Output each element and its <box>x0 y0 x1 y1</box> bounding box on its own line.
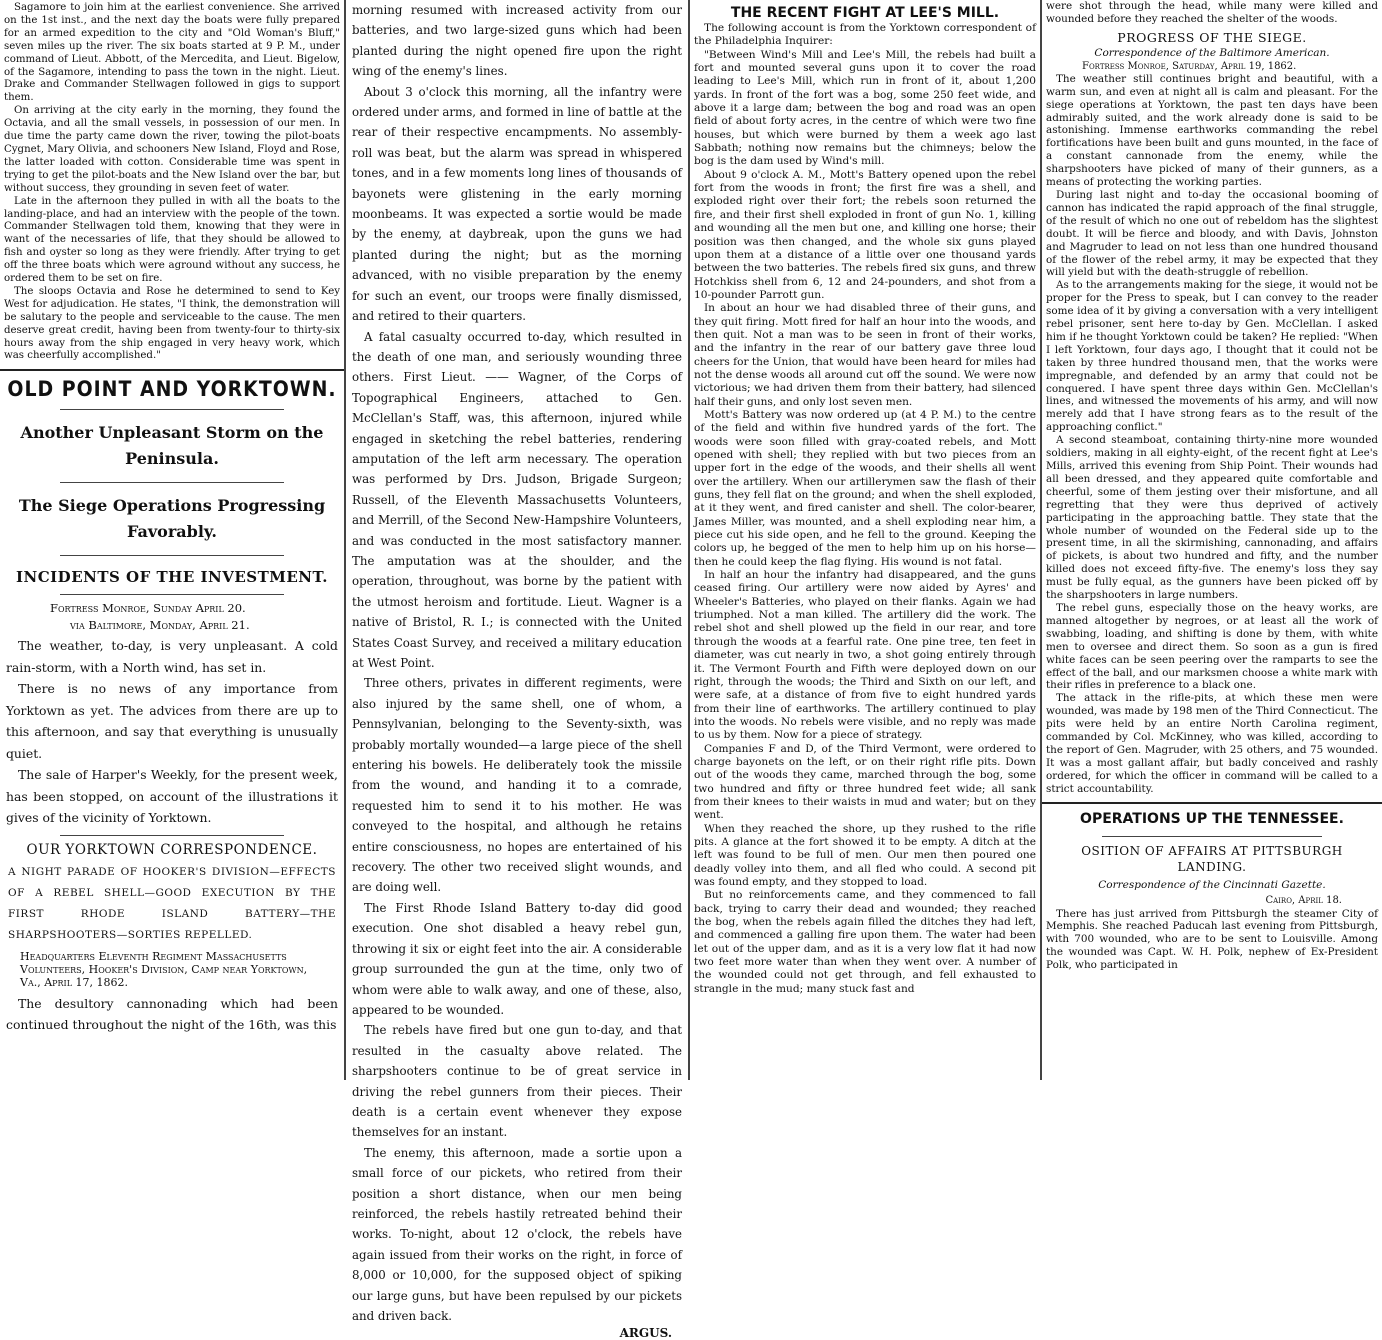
col1-top-p4: The sloops Octavia and Rose he determined to send to Key West for adjudication. He states, "I think, the demonstration will be salutary to the people and serviceable to the cause. The men deserve great credit, having been from twenty-four to thirty-six hours away from the ship engaged in very heavy work, which was cheerfully accomplished." <box>4 285 340 362</box>
tennessee-deck: OSITION OF AFFAIRS AT PITTSBURGH LANDING. <box>1081 843 1343 874</box>
col1-top-p2: On arriving at the city early in the morning, they found the Octavia, and all the small vessels, in possession of our men. In due time the party came down the river, towing the pilot-boats Cygnet, Mary Olivia, and schooners New Island, Floyd and Rose, the latter loaded with cotton. Considerable time was spent in trying to get the pilot-boats and the New Island over the bar, but without success, they grounding in seven feet of water. <box>4 105 340 194</box>
col1-body-p2: There is no news of any importance from Yorktown as yet. The advices from there are up to this afternoon, and say that everything is unusually quiet. <box>6 681 338 761</box>
main-headline: OLD POINT AND YORKTOWN. <box>7 377 337 402</box>
column-2 <box>346 0 688 1340</box>
siege-dateline: Fortress Monroe, Saturday, April 19, 1862. <box>1082 60 1297 72</box>
col4-p1: The weather still continues bright and beautiful, with a warm sun, and even at night all is calm and pleasant. For the siege operations at Yorktown, the past ten days have been admirably suited, and the work already done is said to be astonishing. Immense earthworks commanding the rebel fortifications have been built and guns mounted, in the face of a constant cannonade from the enemy, while the sharpshooters have picked of many of their gunners, as a means of protecting the working parties. <box>1046 72 1378 189</box>
col3-p3: About 9 o'clock A. M., Mott's Battery opened upon the rebel fort from the woods in front; the first fire was a shell, and exploded right over their fort; the rebels soon returned the fire, and their first shell exploded in front of gun No. 1, killing and wounding all the men but one, and killing one horse; their position was then changed, and the whole six guns played upon them at a distance of a little over one thousand yards between the two batteries. The rebels fired six guns, and threw Hotchkiss shell from 6, 12 and 24-pounders, and shot from a 10-pounder Parrott gun. <box>694 168 1036 301</box>
divider <box>60 835 284 836</box>
col4-p2: During last night and to-day the occasional booming of cannon has indicated the rapid approach of the final struggle, of the result of which no one out of rebeldom has the slightest doubt. It will be fierce and bloody, and with Davis, Johnston and Magruder to lead on not less than one hundred thousand of the flower of the rebel army, it may be expected that they will yield but with the death-struggle of rebellion. <box>1046 188 1378 279</box>
col3-article <box>694 22 1036 996</box>
column-4 <box>1042 0 1382 1080</box>
col3-p4: In about an hour we had disabled three of their guns, and they quit firing. Mott fired for half an hour into the woods, and then quit. Not a man was to be seen in front of their works, and the infantry in the rear of our battery gave three loud cheers for the Union, that would have been heard for miles had not the dense woods all around cut off the sound. We were now victorious; we had driven them from their battery, had silenced half their guns, and only lost seven men. <box>694 302 1036 408</box>
col3-p1: The following account is from the Yorktown correspondent of the Philadelphia Inquirer: <box>694 22 1036 48</box>
col3-p7: Companies F and D, of the Third Vermont, were ordered to charge bayonets on the left, or on their right rifle pits. Down out of the woods they came, marched through the bog, some two hundred and fifty or three hundred feet wide; all sank from their knees to their waists in mud and water; but on they went. <box>694 742 1036 822</box>
divider <box>1042 802 1382 804</box>
divider <box>60 482 284 483</box>
col1-body-p1: The weather, to-day, is very unpleasant. A cold rain-storm, with a North wind, has set in. <box>6 638 338 675</box>
divider <box>60 594 284 595</box>
col4-p6: The attack in the rifle-pits, at which these men were wounded, was made by 198 men of the Third Connecticut. The pits were held by an entire North Carolina regiment, commanded by Col. McKinney, who was killed, according to the report of Gen. Magruder, with 25 others, and 75 wounded. It was a most gallant affair, but badly conceived and rashly ordered, for which the officer in command will be called to a strict accountability. <box>1046 692 1378 795</box>
corr-summary: A NIGHT PARADE OF HOOKER'S DIVISION—EFFECTS OF A REBEL SHELL—GOOD EXECUTION BY THE FIRST RHODE ISLAND BATTERY—THE SHARPSHOOTERS—SORTIES REPELLED. <box>8 865 336 941</box>
column-3 <box>690 0 1040 1080</box>
deck-3: INCIDENTS OF THE INVESTMENT. <box>16 568 328 587</box>
lees-mill-headline: THE RECENT FIGHT AT LEE'S MILL. <box>730 5 1000 21</box>
corr-headline: OUR YORKTOWN CORRESPONDENCE. <box>26 841 318 858</box>
col4-p5: The rebel guns, especially those on the heavy works, are manned altogether by negroes, or at least all the work of swabbing, loading, and shifting is done by them, with white men to oversee and direct them. So soon as a gun is fired white faces can be seen peering over the ramparts to see the effect of the ball, and our marksmen choose a white mark with their rifles in preference to a black one. <box>1046 601 1378 692</box>
deck-2: The Siege Operations Progressing Favorably. <box>18 496 326 542</box>
col4-p4: A second steamboat, containing thirty-nine more wounded soldiers, making in all eighty-eight, of the recent fight at Lee's Mills, arrived this evening from Ship Point. Their wounds had all been dressed, and they appeared quite comfortable and cheerful, some of them jesting over their misfortune, and all regretting that they were thus deprived of actively participating in the approaching battle. They state that the whole number of wounded on the Federal side up to the present time, in all the skirmishing, cannonading, and affairs of pickets, is about two hundred and fifty, and the number killed does not exceed fifty-five. The enemy's loss they say must be fully equal, as the gunners have been picked off by the sharpshooters in large numbers. <box>1046 434 1378 602</box>
signature: ARGUS. <box>619 1326 672 1340</box>
tennessee-correspondence: Correspondence of the Cincinnati Gazette. <box>1098 878 1326 891</box>
corr-dateline: Headquarters Eleventh Regiment Massachusetts Volunteers, Hooker's Division, Camp near Yorktown, Va., April 17, 1862. <box>20 949 308 989</box>
divider <box>0 369 344 371</box>
col4-p3: As to the arrangements making for the siege, it would not be proper for the Press to speak, but I can convey to the reader some idea of it by giving a conversation with a very intelligent rebel prisoner, sent here to-day by Gen. McClellan. I asked him if he thought Yorktown could be taken? He replied: "When I left Yorktown, four days ago, I thought that it could not be taken by three hundred thousand men, that the works were impregnable, and defended by an army that could not be conquered. I have spent three days within Gen. McClellan's lines, and witnessed the movements of his army, and will now merely add that I have strong fears as to the result of the approaching conflict." <box>1046 279 1378 434</box>
dateline-1: Fortress Monroe, Sunday April 20. <box>50 601 246 616</box>
tennessee-p1: There has just arrived from Pittsburgh the steamer City of Memphis. She reached Paducah last evening from Pittsburgh, with 700 wounded, who are to be sent to Louisville. Among the wounded was Capt. W. H. Polk, nephew of Ex-President Polk, who participated in <box>1046 907 1378 972</box>
col4-article <box>1046 73 1378 796</box>
siege-headline: PROGRESS OF THE SIEGE. <box>1117 29 1307 45</box>
tennessee-body <box>1046 908 1378 973</box>
deck-1: Another Unpleasant Storm on the Peninsula. <box>20 423 324 469</box>
col3-p6: In half an hour the infantry had disappeared, and the guns ceased firing. Our artillery were now aided by Ayres' and Wheeler's Batteries, who played on their flanks. Again we had triumphed. Not a man killed. The artillery did the work. The rebel shot and shell plowed up the field in our rear, and tore through the woods at a fearful rate. One pine tree, ten feet in diameter, was cut nearly in two, a shot going entirely through it. The Vermont Fourth and Fifth were deployed down on our right, through the woods; the Third and Sixth on our left, and were safe, at a distance of from five to eight hundred yards from their line of earthworks. The artillery continued to play into the woods. No rebels were visible, and no reply was made to us by them. Now for a piece of strategy. <box>694 569 1036 742</box>
col3-p8: When they reached the shore, up they rushed to the rifle pits. A glance at the fort showed it to be empty. A ditch at the left was found to be full of men. Our men then poured one deadly volley into them, and all fled who could. A second pit was found empty, and they stopped to load. <box>694 822 1036 888</box>
tennessee-headline: OPERATIONS UP THE TENNESSEE. <box>1080 810 1344 827</box>
col4-lead-p: were shot through the head, while many were killed and wounded before they reached the shelter of the woods. <box>1046 0 1378 25</box>
dateline-2: via Baltimore, Monday, April 21. <box>70 618 250 633</box>
col3-p2: "Between Wind's Mill and Lee's Mill, the rebels had built a fort and mounted several guns upon it to cover the road leading to Lee's Mill, which run in front of it, about 1,200 yards. In front of the fort was a bog, some 250 feet wide, and above it a large dam; between the bog and road was an open field of about forty acres, in the centre of which were two fine houses, but which were burned by them a week ago last Sabbath; nothing now remains but the chimneys; below the bog is the dam used by Wind's mill. <box>694 48 1036 168</box>
col2-p5: The First Rhode Island Battery to-day did good execution. One shot disabled a heavy rebel gun, throwing it six or eight feet into the air. A considerable group surrounded the gun at the time, only two of whom were able to walk away, and one of these, also, appeared to be wounded. <box>352 900 682 1017</box>
col1-top-p1: Sagamore to join him at the earliest convenience. She arrived on the 1st inst., and the next day the boats were fully prepared for an armed expedition to the city and "Old Woman's Bluff," seven miles up the river. The six boats started at 9 P. M., under command of Lieut. Abbott, of the Mercedita, and Lieut. Bigelow, of the Sagamore, intending to pass the town in the night. Lieut. Drake and Commander Stellwagen followed in gigs to support them. <box>4 2 340 104</box>
corr-body <box>6 993 338 1036</box>
col2-p4: Three others, privates in different regiments, were also injured by the same shell, one of whom, a Pennsylvanian, belonging to the Seventy-sixth, was probably mortally wounded—a large piece of the shell entering his bowels. He deliberately took the missile from the wound, and handing it to a comrade, requested him to send it to his mother. He was conveyed to the hospital, and although he retains entire consciousness, no hopes are entertained of his recovery. The other two received slight wounds, and are doing well. <box>352 676 682 895</box>
col2-p7: The enemy, this afternoon, made a sortie upon a small force of our pickets, who retired from their position a short distance, when our men being reinforced, the rebels hastily retreated behind their works. To-night, about 12 o'clock, the rebels have again issued from their works on the right, in force of 8,000 or 10,000, for the supposed object of spiking our large guns, but have been repulsed by our pickets and driven back. <box>352 1145 682 1323</box>
divider <box>1102 836 1322 837</box>
col1-top-p3: Late in the afternoon they pulled in with all the boats to the landing-place, and had an interview with the people of the town. Commander Stellwagen told them, knowing that they were in want of the necessaries of life, that they should be allowed to fish and oyster so long as they were friendly. After trying to get off the three boats which were aground without any success, he ordered them to be set on fire. <box>4 195 340 285</box>
corr-body-p1: The desultory cannonading which had been continued throughout the night of the 16th, was this <box>6 995 338 1033</box>
col4-lead <box>1046 0 1378 26</box>
col3-p9: But no reinforcements came, and they commenced to fall back, trying to carry their dead and wounded; they reached the bog, when the rebels again filled the ditches they had left, and commenced a galling fire upon them. The water had been let out of the upper dam, and as it is a very low flat it had now two feet more water than when they went over. A number of the wounded could not get through, and fell exhausted to strangle in the mud; many stuck fast and <box>694 889 1036 995</box>
col1-top-article <box>4 2 340 363</box>
siege-correspondence: Correspondence of the Baltimore American. <box>1094 46 1330 59</box>
column-1 <box>0 0 344 1080</box>
col3-p5: Mott's Battery was now ordered up (at 4 P. M.) to the centre of the field and within five hundred yards of the fort. The woods were soon filled with gray-coated rebels, and Mott opened with shell; they replied with but two pieces from an upper fort in the edge of the woods, and their shells all went over the artillery. When our artillerymen saw the flash of their guns, they fell flat on the ground; and when the shell exploded, at it they went, and fired canister and shell. The color-bearer, James Miller, was mounted, and a shell exploding near him, a piece cut his side open, and he fell to the ground. Keeping the colors up, he begged of the men to help him up on his horse—then he could keep the flag flying. His wound is not fatal. <box>694 408 1036 568</box>
col2-article <box>352 0 682 1326</box>
col2-p6: The rebels have fired but one gun to-day, and that resulted in the casualty above related. The sharpshooters continue to be of great service in driving the rebel gunners from their pieces. Their death is a certain event whenever they expose themselves for an instant. <box>352 1023 682 1140</box>
col2-p3: A fatal casualty occurred to-day, which resulted in the death of one man, and seriously wounding three others. First Lieut. —— Wagner, of the Corps of Topographical Engineers, attached to Gen. McClellan's Staff, was, this afternoon, injured while engaged in sketching the rebel batteries, rendering amputation of the left arm necessary. The operation was performed by Drs. Judson, Brigade Surgeon; Russell, of the Eleventh Massachusetts Volunteers, and Merrill, of the Second New-Hampshire Volunteers, and was conducted in the most satisfactory manner. The amputation was at the shoulder, and the operation, throughout, was borne by the patient with the utmost heroism and fortitude. Lieut. Wagner is a native of Bristol, R. I.; is connected with the United States Coast Survey, and received a military education at West Point. <box>352 329 682 670</box>
col1-body <box>6 635 338 829</box>
divider <box>60 409 284 410</box>
divider <box>60 555 284 556</box>
tennessee-dateline: Cairo, April 18. <box>1265 894 1342 906</box>
col2-p1: morning resumed with increased activity from our batteries, and two large-sized guns which had been planted during the night opened fire upon the right wing of the enemy's lines. <box>352 3 682 79</box>
col2-p2: About 3 o'clock this morning, all the infantry were ordered under arms, and formed in line of battle at the rear of their respective encampments. No assembly-roll was beat, but the alarm was spread in whispered tones, and in a few moments long lines of thousands of bayonets were glistening in the early morning moonbeams. It was expected a sortie would be made by the enemy, at daybreak, upon the guns we had planted during the night; but as the morning advanced, with no visible preparation by the enemy for such an event, our troops were finally dismissed, and retired to their quarters. <box>352 84 682 324</box>
col1-body-p3: The sale of Harper's Weekly, for the present week, has been stopped, on account of the illustrations it gives of the vicinity of Yorktown. <box>6 767 338 826</box>
